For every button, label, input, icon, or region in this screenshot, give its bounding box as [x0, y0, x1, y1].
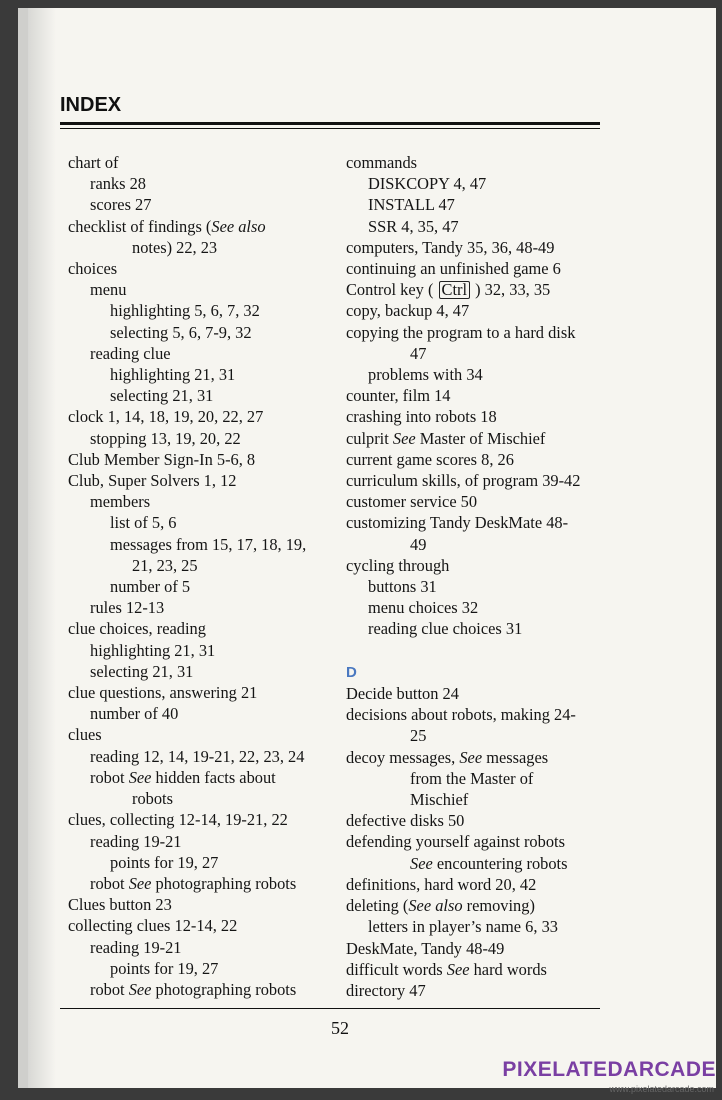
index-entry: [68, 831, 343, 852]
watermark-brand: PIXELATEDARCADE: [502, 1058, 716, 1081]
index-entry: [346, 216, 611, 237]
cross-reference: See: [128, 979, 152, 999]
index-entry: [346, 512, 611, 533]
entry-text: highlighting 5, 6, 7, 32: [110, 301, 260, 321]
entry-text: scores 27: [90, 195, 152, 215]
cross-reference: See: [128, 873, 152, 893]
index-entry: [346, 258, 611, 279]
entry-text: points for 19, 27: [110, 958, 219, 978]
entry-text: Club, Super Solvers 1, 12: [68, 471, 237, 491]
entry-text: number of 5: [110, 577, 191, 597]
index-entry: [68, 915, 343, 936]
header-rule-thin: [60, 128, 600, 129]
index-entry: [68, 385, 343, 406]
entry-text: 47: [410, 343, 427, 363]
index-entry: [346, 618, 611, 639]
index-entry: [68, 491, 343, 512]
index-entry: [68, 343, 343, 364]
entry-text: directory 47: [346, 980, 426, 1000]
entry-text: Control key (: [346, 280, 438, 300]
index-entry: [346, 385, 611, 406]
entry-text: robot: [90, 873, 129, 893]
entry-text: ranks 28: [90, 174, 146, 194]
entry-text: DISKCOPY 4, 47: [368, 174, 487, 194]
index-entry: [68, 894, 343, 915]
index-entry: [68, 152, 343, 173]
entry-text: selecting 21, 31: [90, 661, 194, 681]
entry-text: definitions, hard word 20, 42: [346, 874, 537, 894]
header-rule-thick: [60, 122, 600, 125]
entry-text: ) 32, 33, 35: [471, 280, 551, 300]
entry-text: counter, film 14: [346, 386, 451, 406]
cross-reference: See: [128, 767, 152, 787]
entry-text: defending yourself against robots: [346, 832, 565, 852]
index-entry: [68, 809, 343, 830]
cross-reference: See: [459, 747, 483, 767]
entry-text: Master of Mischief: [415, 428, 546, 448]
entry-text: collecting clues 12-14, 22: [68, 916, 238, 936]
entry-text: decisions about robots, making 24-: [346, 705, 576, 725]
entry-text: photographing robots: [151, 873, 297, 893]
index-entry: [346, 152, 611, 173]
index-entry: [68, 576, 343, 597]
index-entry: [346, 534, 611, 555]
index-entry: [346, 428, 611, 449]
index-entry: [346, 980, 611, 1001]
entry-text: number of 40: [90, 704, 179, 724]
entry-text: clue questions, answering 21: [68, 683, 258, 703]
index-entry: [346, 853, 611, 874]
index-entry: [346, 470, 611, 491]
entry-text: encountering robots: [432, 853, 568, 873]
index-entry: [346, 364, 611, 385]
entry-text: highlighting 21, 31: [110, 365, 236, 385]
index-entry: [346, 343, 611, 364]
index-entry: [346, 768, 611, 789]
entry-text: customizing Tandy DeskMate 48-: [346, 513, 569, 533]
index-entry: [68, 873, 343, 894]
index-entry: [68, 364, 343, 385]
entry-text: clue choices, reading: [68, 619, 206, 639]
page-gutter-shadow: [28, 8, 56, 1088]
cross-reference: See also: [408, 896, 463, 916]
index-entry: [68, 406, 343, 427]
index-entry: [346, 576, 611, 597]
index-column-right: [346, 152, 611, 1001]
entry-text: robot: [90, 767, 129, 787]
index-entry: [68, 216, 343, 237]
entry-text: computers, Tandy 35, 36, 48-49: [346, 237, 555, 257]
index-entry: [346, 810, 611, 831]
entry-text: photographing robots: [151, 979, 297, 999]
entry-text: D: [346, 663, 357, 681]
index-entry: [68, 258, 343, 279]
entry-text: SSR 4, 35, 47: [368, 216, 459, 236]
entry-text: reading 12, 14, 19-21, 22, 23, 24: [90, 746, 305, 766]
index-entry: [68, 618, 343, 639]
entry-text: rules 12-13: [90, 598, 165, 618]
entry-text: reading 19-21: [90, 831, 182, 851]
index-entry: [68, 597, 343, 618]
index-entry: [68, 470, 343, 491]
index-entry: [346, 831, 611, 852]
index-entry: [346, 959, 611, 980]
entry-text: culprit: [346, 428, 393, 448]
entry-text: notes) 22, 23: [132, 237, 218, 257]
index-entry: [346, 237, 611, 258]
entry-text: choices: [68, 259, 118, 279]
entry-text: buttons 31: [368, 577, 437, 597]
entry-text: crashing into robots 18: [346, 407, 497, 427]
index-entry: [346, 555, 611, 576]
entry-text: problems with 34: [368, 365, 483, 385]
index-entry: [346, 449, 611, 470]
index-entry: [346, 173, 611, 194]
page-number: 52: [331, 1018, 349, 1038]
cross-reference: See: [446, 959, 470, 979]
entry-text: robot: [90, 979, 129, 999]
index-entry: [68, 640, 343, 661]
index-entry: [68, 173, 343, 194]
index-entry: [346, 789, 611, 810]
index-entry: [68, 852, 343, 873]
index-entry: [68, 194, 343, 215]
index-entry: [68, 428, 343, 449]
entry-text: Club Member Sign-In 5-6, 8: [68, 449, 256, 469]
entry-text: from the Master of: [410, 768, 534, 788]
entry-text: continuing an unfinished game 6: [346, 259, 561, 279]
entry-text: commands: [346, 153, 418, 172]
entry-text: selecting 21, 31: [110, 386, 214, 406]
cross-reference: See: [392, 428, 416, 448]
index-entry: [68, 703, 343, 724]
index-entry: [346, 279, 611, 300]
entry-text: reading clue choices 31: [368, 619, 523, 639]
entry-text: reading clue: [90, 343, 171, 363]
entry-text: clues: [68, 725, 102, 745]
entry-text: Mischief: [410, 790, 469, 810]
entry-text: current game scores 8, 26: [346, 449, 514, 469]
index-entry: [346, 597, 611, 618]
entry-text: removing): [462, 896, 535, 916]
index-entry: [68, 788, 343, 809]
entry-text: cycling through: [346, 555, 450, 575]
entry-text: highlighting 21, 31: [90, 640, 216, 660]
index-entry: [346, 704, 611, 725]
entry-text: deleting (: [346, 896, 409, 916]
entry-text: 21, 23, 25: [132, 555, 198, 575]
entry-text: curriculum skills, of program 39-42: [346, 471, 581, 491]
entry-text: hard words: [469, 959, 547, 979]
entry-text: 49: [410, 534, 427, 554]
entry-text: checklist of findings (: [68, 216, 212, 236]
index-entry: [68, 746, 343, 767]
entry-text: clues, collecting 12-14, 19-21, 22: [68, 810, 288, 830]
cross-reference: See also: [211, 216, 266, 236]
watermark-url: www.pixelatedarcade.com: [609, 1084, 714, 1094]
index-entry: [68, 724, 343, 745]
entry-text: customer service 50: [346, 492, 478, 512]
entry-text: list of 5, 6: [110, 513, 177, 533]
entry-text: clock 1, 14, 18, 19, 20, 22, 27: [68, 407, 264, 427]
index-entry: [346, 916, 611, 937]
entry-text: robots: [132, 789, 173, 809]
entry-text: selecting 5, 6, 7-9, 32: [110, 322, 252, 342]
index-entry: [346, 406, 611, 427]
index-entry: [68, 300, 343, 321]
index-entry: [346, 194, 611, 215]
entry-text: reading 19-21: [90, 937, 182, 957]
cross-reference: See: [410, 853, 433, 873]
entry-text: points for 19, 27: [110, 852, 219, 872]
index-entry: [346, 874, 611, 895]
entry-text: copy, backup 4, 47: [346, 301, 470, 321]
index-entry: [346, 895, 611, 916]
index-entry: [68, 534, 343, 555]
entry-text: defective disks 50: [346, 811, 465, 831]
index-column-left: [68, 152, 343, 1000]
entry-text: chart of: [68, 153, 119, 172]
entry-text: hidden facts about: [151, 767, 276, 787]
index-entry: [346, 491, 611, 512]
entry-text: members: [90, 492, 151, 512]
page-title: INDEX: [60, 94, 122, 116]
entry-text: messages from 15, 17, 18, 19,: [110, 534, 307, 554]
section-letter: [346, 661, 611, 683]
index-entry: [68, 937, 343, 958]
index-entry: [346, 683, 611, 704]
entry-text: difficult words: [346, 959, 447, 979]
entry-text: 25: [410, 726, 427, 746]
index-entry: [346, 938, 611, 959]
entry-text: DeskMate, Tandy 48-49: [346, 938, 505, 958]
index-entry: [68, 767, 343, 788]
index-entry: [346, 747, 611, 768]
entry-text: menu choices 32: [368, 598, 479, 618]
entry-text: letters in player’s name 6, 33: [368, 917, 558, 937]
index-entry: [346, 300, 611, 321]
entry-text: stopping 13, 19, 20, 22: [90, 428, 241, 448]
index-entry: [68, 958, 343, 979]
footer-rule: [60, 1008, 600, 1009]
index-entry: [346, 322, 611, 343]
entry-text: copying the program to a hard disk: [346, 322, 576, 342]
index-entry: [68, 555, 343, 576]
entry-text: decoy messages,: [346, 747, 460, 767]
index-entry: [68, 449, 343, 470]
index-entry: [68, 661, 343, 682]
entry-text: Decide button 24: [346, 684, 459, 704]
entry-text: messages: [482, 747, 549, 767]
index-entry: [68, 682, 343, 703]
key-cap: Ctrl: [439, 281, 471, 299]
index-entry: [68, 979, 343, 1000]
entry-text: Clues button 23: [68, 895, 172, 915]
index-entry: [68, 279, 343, 300]
entry-text: menu: [90, 280, 127, 300]
section-gap: [346, 640, 611, 661]
entry-text: INSTALL 47: [368, 195, 455, 215]
index-entry: [68, 322, 343, 343]
index-entry: [68, 512, 343, 533]
index-entry: [68, 237, 343, 258]
index-entry: [346, 725, 611, 746]
